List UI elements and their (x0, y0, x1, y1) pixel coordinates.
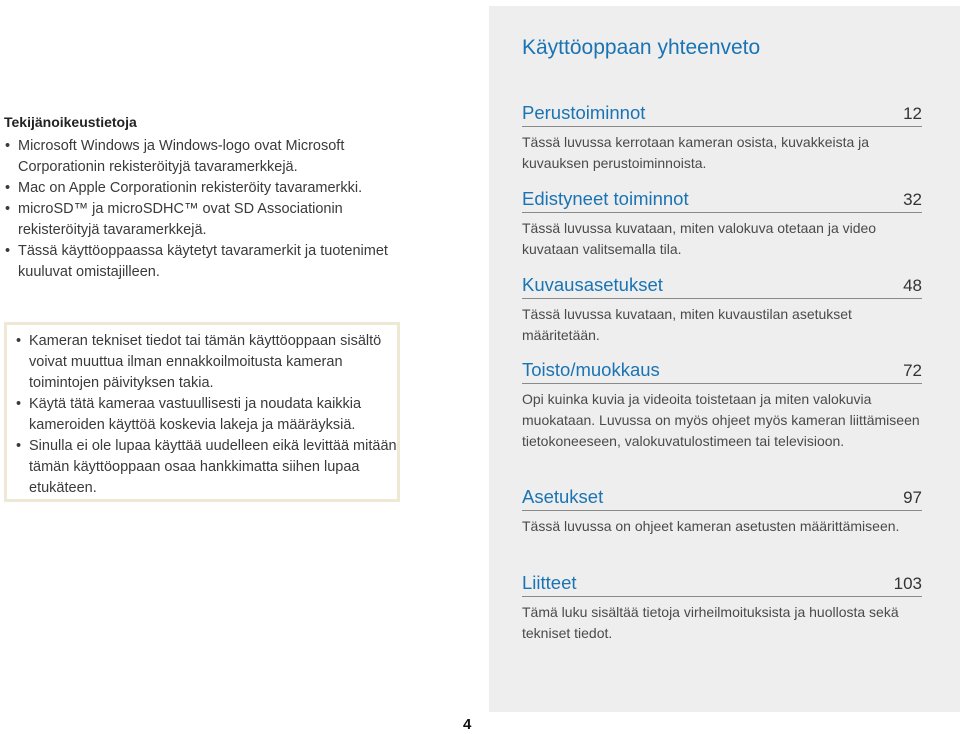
trademark-list (4, 136, 396, 283)
toc-entry-header (522, 98, 922, 127)
toc-entry-header (522, 355, 922, 384)
toc-entry-header (522, 184, 922, 213)
toc-entry-title[interactable]: Edistyneet toiminnot (522, 188, 689, 209)
page-number: 4 (463, 716, 472, 733)
toc-entry-description: Tässä luvussa kerrotaan kameran osista, kuvakkeista ja kuvauksen perustoiminnoista. (522, 134, 870, 171)
toc-entry-description: Tämä luku sisältää tietoja virheilmoituksista ja huollosta sekä tekniset tiedot. (522, 604, 899, 641)
toc-entry-title[interactable]: Perustoiminnot (522, 102, 646, 123)
toc-entry-liitteet[interactable] (522, 568, 922, 644)
toc-entry-header (522, 270, 922, 299)
toc-entry-kuvausasetukset[interactable] (522, 270, 922, 346)
notice-item: • Käytä tätä kameraa vastuullisesti ja noudata kaikkia kameroiden käyttöä koskevia lakeja ja määräyksiä. (15, 394, 397, 436)
trademark-item: • microSD™ ja microSDHC™ ovat SD Associationin rekisteröityjä tavaramerkkejä. (4, 199, 396, 241)
toc-entry-toisto-muokkaus[interactable] (522, 355, 922, 452)
toc-entry-header (522, 568, 922, 597)
toc-entry-title[interactable]: Kuvausasetukset (522, 274, 663, 295)
toc-entry-description: Tässä luvussa kuvataan, miten kuvaustilan asetukset määritetään. (522, 306, 852, 343)
toc-entry-edistyneet-toiminnot[interactable] (522, 184, 922, 260)
toc-entry-page: 32 (903, 190, 922, 209)
notice-list (15, 331, 397, 499)
notice-box (4, 322, 400, 502)
copyright-heading: Tekijänoikeustietoja (4, 114, 137, 130)
trademark-item: • Mac on Apple Corporationin rekisteröity tavaramerkki. (4, 178, 396, 199)
toc-entry-description: Tässä luvussa on ohjeet kameran asetusten määrittämiseen. (522, 518, 900, 534)
toc-entry-page: 48 (903, 276, 922, 295)
toc-entry-page: 103 (893, 574, 922, 593)
notice-item: • Kameran tekniset tiedot tai tämän käyttöoppaan sisältö voivat muuttua ilman ennakkoilmoitusta kameran toimintojen päivityksen takia. (15, 331, 397, 394)
trademark-item: • Microsoft Windows ja Windows-logo ovat Microsoft Corporationin rekisteröityjä tavaramerkkejä. (4, 136, 396, 178)
toc-entry-description: Opi kuinka kuvia ja videoita toistetaan ja miten valokuvia muokataan. Luvussa on myös ohjeet myös kameran liittämiseen tietokoneeseen, valokuvatulostimeen tai televisioon. (522, 391, 920, 449)
toc-entry-asetukset[interactable] (522, 482, 922, 537)
toc-title: Käyttöoppaan yhteenveto (522, 36, 761, 59)
toc-entry-page: 97 (903, 488, 922, 507)
trademark-item: • Tässä käyttöoppaassa käytetyt tavaramerkit ja tuotenimet kuuluvat omistajilleen. (4, 241, 396, 283)
toc-entry-header (522, 482, 922, 511)
toc-entry-description: Tässä luvussa kuvataan, miten valokuva otetaan ja video kuvataan valitsemalla tila. (522, 220, 877, 257)
notice-item: • Sinulla ei ole lupaa käyttää uudelleen eikä levittää mitään tämän käyttöoppaan osaa hankkimatta siihen lupaa etukäteen. (15, 436, 397, 499)
toc-entry-perustoiminnot[interactable] (522, 98, 922, 174)
toc-entry-page: 12 (903, 104, 922, 123)
copyright-section (4, 112, 396, 283)
toc-entry-page: 72 (903, 361, 922, 380)
toc-entry-title[interactable]: Asetukset (522, 486, 604, 507)
toc-entry-title[interactable]: Toisto/muokkaus (522, 359, 660, 380)
toc-entry-title[interactable]: Liitteet (522, 572, 577, 593)
